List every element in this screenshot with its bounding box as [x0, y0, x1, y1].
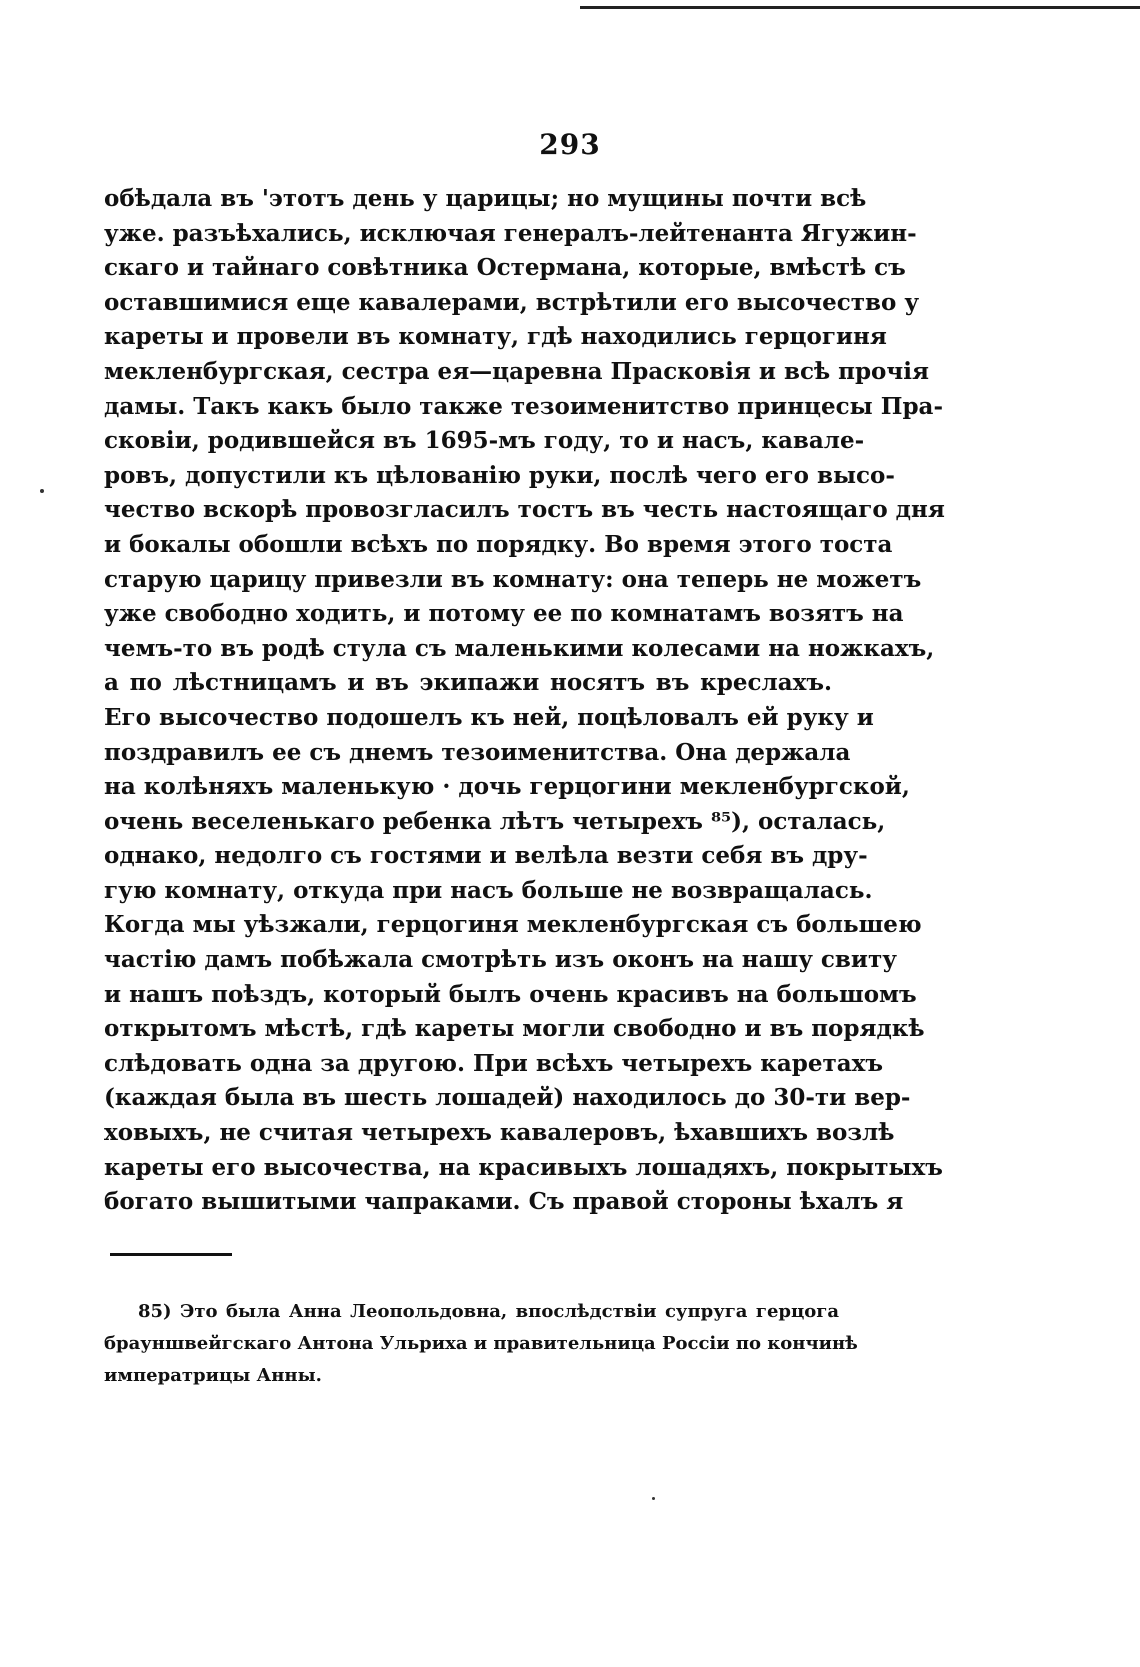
body-line: а по лѣстницамъ и въ экипажи носятъ въ креслахъ. [104, 669, 832, 697]
footnote-rule [110, 1253, 232, 1256]
scan-speck [652, 1497, 655, 1500]
footnote-line: императрицы Анны. [104, 1365, 322, 1386]
body-line: частію дамъ побѣжала смотрѣть изъ оконъ на нашу свиту [104, 946, 897, 974]
body-text [104, 182, 945, 1220]
body-line: кареты его высочества, на красивыхъ лошадяхъ, покрытыхъ [104, 1153, 943, 1181]
body-line: поздравилъ ее съ днемъ тезоименитства. Она держала [104, 738, 851, 766]
body-line: и бокалы обошли всѣхъ по порядку. Во время этого тоста [104, 530, 893, 558]
footnote [104, 1296, 858, 1392]
body-line: слѣдовать одна за другою. При всѣхъ четырехъ каретахъ [104, 1049, 883, 1077]
body-line: кареты и провели въ комнату, гдѣ находились герцогиня [104, 323, 887, 351]
body-line: ховыхъ, не считая четырехъ кавалеровъ, ѣхавшихъ возлѣ [104, 1119, 895, 1147]
body-line: обѣдала въ 'этотъ день у царицы; но мущины почти всѣ [104, 185, 867, 212]
body-line: скаго и тайнаго совѣтника Остермана, которые, вмѣстѣ съ [104, 254, 906, 282]
body-line: чемъ-то въ родѣ стула съ маленькими колесами на ножкахъ, [104, 634, 935, 662]
body-line: открытомъ мѣстѣ, гдѣ кареты могли свободно и въ порядкѣ [104, 1015, 925, 1043]
body-line: богато вышитыми чапраками. Съ правой стороны ѣхалъ я [104, 1188, 904, 1216]
body-line: очень веселенькаго ребенка лѣтъ четырехъ ⁸⁵), осталась, [104, 807, 886, 835]
top-edge-rule [580, 6, 1140, 9]
body-line: дамы. Такъ какъ было также тезоименитство принцесы Пра- [104, 392, 943, 420]
body-line: мекленбургская, сестра ея—царевна Прасковія и всѣ прочія [104, 357, 929, 385]
body-line: гую комнату, откуда при насъ больше не возвращалась. [104, 876, 873, 904]
footnote-line: 85) Это была Анна Леопольдовна, впослѣдствіи супруга герцога [138, 1301, 839, 1322]
footnote-line: брауншвейгскаго Антона Ульриха и правительница Россіи по кончинѣ [104, 1333, 858, 1354]
body-line: однако, недолго съ гостями и велѣла везти себя въ дру- [104, 842, 868, 870]
body-line: Когда мы уѣзжали, герцогиня мекленбургская съ большею [104, 911, 922, 939]
body-line: Его высочество подошелъ къ ней, поцѣловалъ ей руку и [104, 703, 874, 731]
body-line: уже. разъѣхались, исключая генералъ-лейтенанта Ягужин- [104, 219, 917, 247]
body-line: на колѣняхъ маленькую · дочь герцогини мекленбургской, [104, 773, 910, 801]
page-number: 293 [539, 128, 601, 161]
scan-speck [40, 489, 44, 493]
body-line: уже свободно ходить, и потому ее по комнатамъ возятъ на [104, 600, 904, 628]
body-line: (каждая была въ шесть лошадей) находилось до 30-ти вер- [104, 1084, 911, 1112]
body-line: ровъ, допустили къ цѣлованію руки, послѣ чего его высо- [104, 461, 895, 489]
body-line: чество вскорѣ провозгласилъ тостъ въ честь настоящаго дня [104, 496, 945, 524]
body-line: старую царицу привезли въ комнату: она теперь не можетъ [104, 565, 922, 593]
body-line: оставшимися еще кавалерами, встрѣтили его высочество у [104, 288, 920, 316]
body-line: сковіи, родившейся въ 1695-мъ году, то и насъ, кавале- [104, 427, 865, 455]
body-line: и нашъ поѣздъ, который былъ очень красивъ на большомъ [104, 980, 917, 1008]
